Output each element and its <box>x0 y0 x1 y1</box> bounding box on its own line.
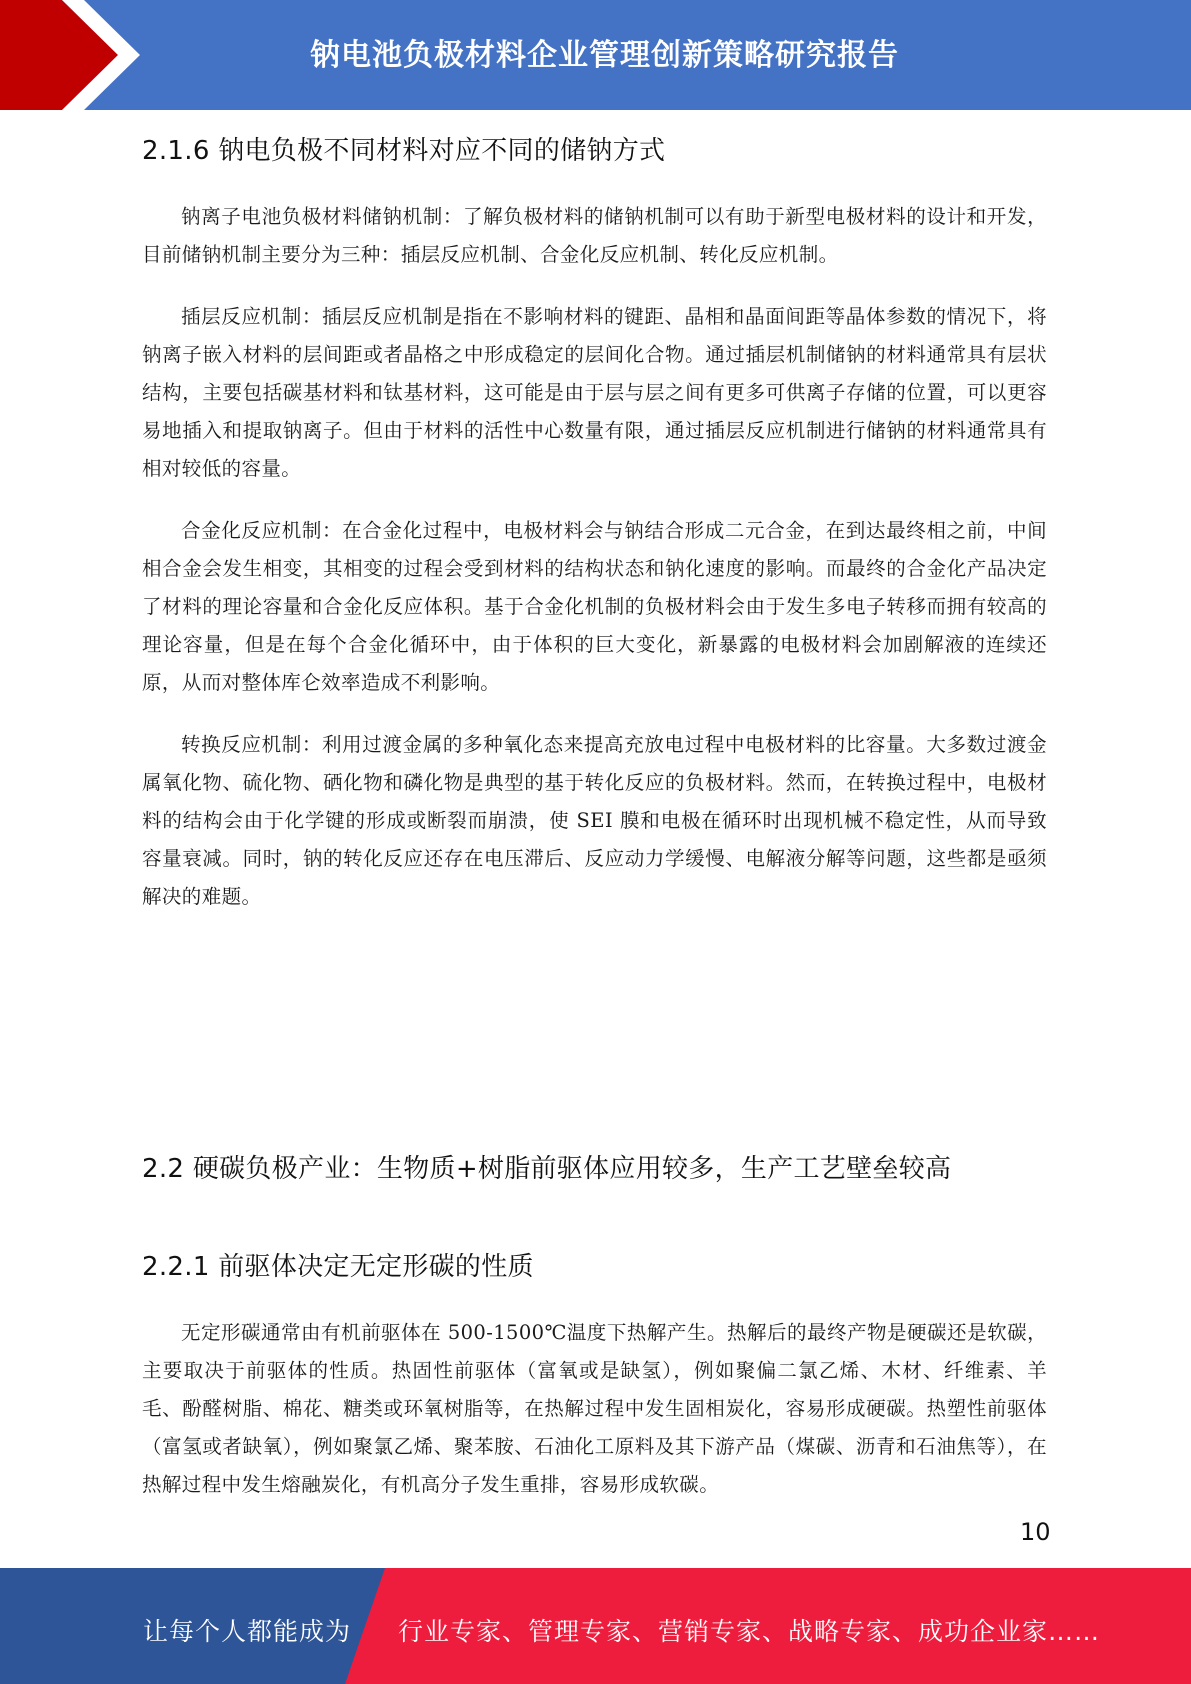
section-heading-2-2: 2.2 硬碳负极产业：生物质+树脂前驱体应用较多，生产工艺壁垒较高 <box>142 1154 952 1184</box>
paragraph-conversion-mechanism: 转换反应机制：利用过渡金属的多种氧化态来提高充放电过程中电极材料的比容量。大多数过渡金属氧化物、硫化物、硒化物和磷化物是典型的基于转化反应的负极材料。然而，在转换过程中，电极材料的结构会由于化学键的形成或断裂而崩溃，使 SEI 膜和电极在循环时出现机械不稳定性，从而导致容量衰减。同时，钠的转化反应还存在电压滞后、反应动力学缓慢、电解液分解等问题，这些都是亟须解决的难题。 <box>142 733 1047 908</box>
report-title: 钠电池负极材料企业管理创新策略研究报告 <box>310 38 899 73</box>
section-heading-2-2-1: 2.2.1 前驱体决定无定形碳的性质 <box>142 1252 534 1282</box>
section-heading-2-1-6: 2.1.6 钠电负极不同材料对应不同的储钠方式 <box>142 136 666 166</box>
page-number: 10 <box>1020 1518 1051 1546</box>
header-banner <box>0 0 1191 110</box>
footer-banner <box>0 1568 1191 1684</box>
footer-slogan-right: 行业专家、管理专家、营销专家、战略专家、成功企业家…… <box>398 1617 1101 1646</box>
paragraph-alloying-mechanism: 合金化反应机制：在合金化过程中，电极材料会与钠结合形成二元合金，在到达最终相之前，中间相合金会发生相变，其相变的过程会受到材料的结构状态和钠化速度的影响。而最终的合金化产品决定了材料的理论容量和合金化反应体积。基于合金化机制的负极材料会由于发生多电子转移而拥有较高的理论容量，但是在每个合金化循环中，由于体积的巨大变化，新暴露的电极材料会加剧解液的连续还原，从而对整体库仑效率造成不利影响。 <box>142 519 1047 694</box>
paragraph-sodium-storage-mechanism: 钠离子电池负极材料储钠机制：了解负极材料的储钠机制可以有助于新型电极材料的设计和开发，目前储钠机制主要分为三种：插层反应机制、合金化反应机制、转化反应机制。 <box>142 205 1047 266</box>
footer-slogan-left: 让每个人都能成为 <box>143 1617 352 1646</box>
paragraph-intercalation-mechanism: 插层反应机制：插层反应机制是指在不影响材料的键距、晶相和晶面间距等晶体参数的情况下，将钠离子嵌入材料的层间距或者晶格之中形成稳定的层间化合物。通过插层机制储钠的材料通常具有层状结构，主要包括碳基材料和钛基材料，这可能是由于层与层之间有更多可供离子存储的位置，可以更容易地插入和提取钠离子。但由于材料的活性中心数量有限，通过插层反应机制进行储钠的材料通常具有相对较低的容量。 <box>142 305 1047 480</box>
paragraph-amorphous-carbon: 无定形碳通常由有机前驱体在 500-1500℃温度下热解产生。热解后的最终产物是硬碳还是软碳，主要取决于前驱体的性质。热固性前驱体（富氧或是缺氢），例如聚偏二氯乙烯、木材、纤维素、羊毛、酚醛树脂、棉花、糖类或环氧树脂等，在热解过程中发生固相炭化，容易形成硬碳。热塑性前驱体（富氢或者缺氧），例如聚氯乙烯、聚苯胺、石油化工原料及其下游产品（煤碳、沥青和石油焦等），在热解过程中发生熔融炭化，有机高分子发生重排，容易形成软碳。 <box>142 1321 1047 1496</box>
